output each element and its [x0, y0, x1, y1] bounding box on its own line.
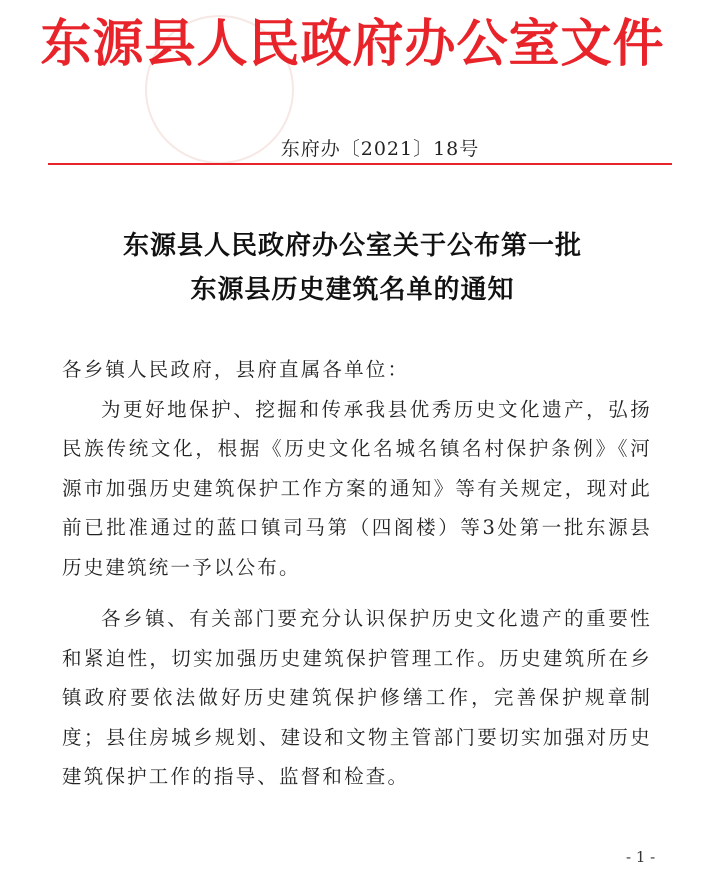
body-paragraph-2: 各乡镇、有关部门要充分认识保护历史文化遗产的重要性和紧迫性，切实加强历史建筑保护管理工作。历史建筑所在乡镇政府要依法做好历史建筑保护修缮工作，完善保护规章制度；县住房城乡规划、建设和文物主管部门要切实加强对历史建筑保护工作的指导、监督和检查。 — [62, 607, 652, 788]
notice-title — [0, 224, 705, 312]
salutation: 各乡镇人民政府，县府直属各单位： — [62, 358, 410, 381]
red-divider-line — [48, 163, 672, 165]
document-number: 东府办〔2021〕18号 — [280, 138, 480, 160]
body-paragraph-1: 为更好地保护、挖掘和传承我县优秀历史文化遗产，弘扬民族传统文化，根据《历史文化名城名镇名村保护条例》《河源市加强历史建筑保护工作方案的通知》等有关规定，现对此前已批准通过的蓝口镇司马第（四阁楼）等3处第一批东源县历史建筑统一予以公布。 — [62, 397, 652, 579]
document-body — [62, 350, 652, 797]
document-masthead: 东源县人民政府办公室文件 — [40, 14, 665, 74]
page-number: - 1 - — [626, 848, 656, 866]
notice-title-line-1: 东源县人民政府办公室关于公布第一批 — [122, 231, 582, 261]
notice-title-line-2: 东源县历史建筑名单的通知 — [190, 275, 515, 305]
